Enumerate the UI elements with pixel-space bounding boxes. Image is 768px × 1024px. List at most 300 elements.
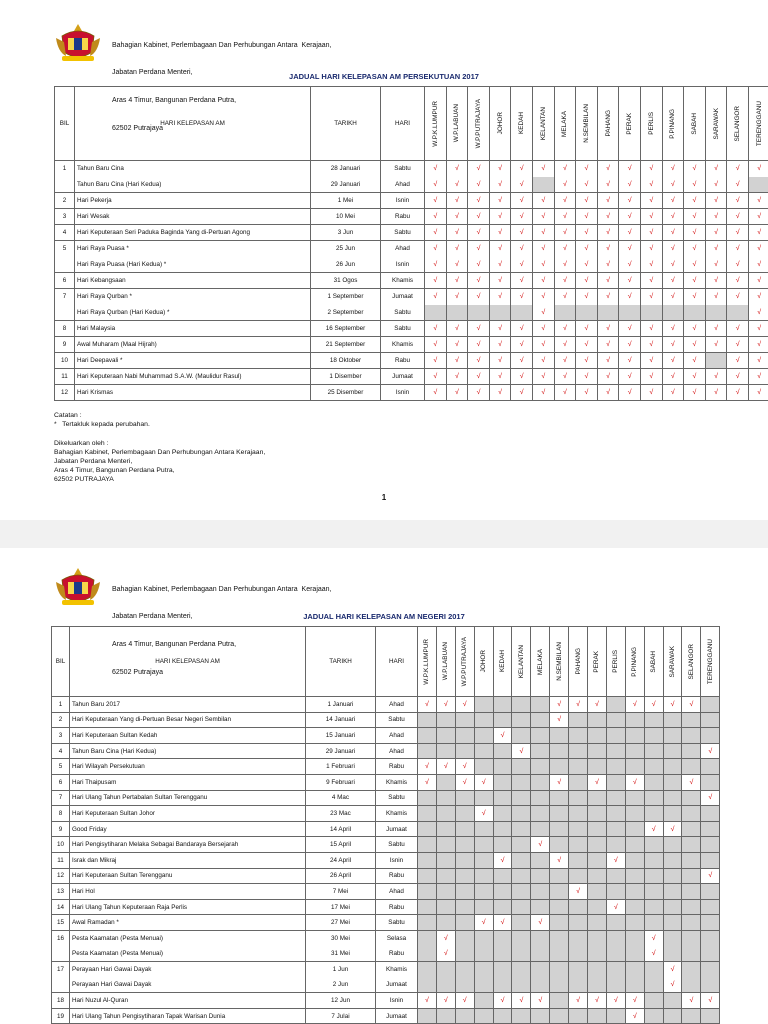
table-row xyxy=(52,899,720,915)
holiday-observed-mark: √ xyxy=(468,161,490,177)
holiday-observed-mark: √ xyxy=(436,759,455,775)
not-observed-cell xyxy=(474,852,493,868)
holiday-observed-mark: √ xyxy=(446,353,468,369)
holiday-observed-mark: √ xyxy=(425,353,447,369)
row-number: 16 xyxy=(52,930,70,946)
row-number: 18 xyxy=(52,993,70,1009)
not-observed-cell xyxy=(474,837,493,853)
holiday-date: 27 Mei xyxy=(306,915,376,931)
holiday-observed-mark: √ xyxy=(468,177,490,193)
not-observed-cell xyxy=(606,930,625,946)
holiday-observed-mark: √ xyxy=(640,353,662,369)
not-observed-cell xyxy=(625,837,644,853)
holiday-observed-mark: √ xyxy=(682,774,701,790)
not-observed-cell xyxy=(588,743,607,759)
not-observed-cell xyxy=(436,915,455,931)
holiday-observed-mark: √ xyxy=(684,209,706,225)
holiday-day: Sabtu xyxy=(381,321,425,337)
holiday-observed-mark: √ xyxy=(550,712,569,728)
col-header-state xyxy=(531,627,550,697)
col-header-date: TARIKH xyxy=(311,87,381,161)
not-observed-cell xyxy=(512,759,531,775)
not-observed-cell xyxy=(436,790,455,806)
holiday-observed-mark: √ xyxy=(489,209,511,225)
not-observed-cell xyxy=(625,884,644,900)
holiday-observed-mark: √ xyxy=(425,177,447,193)
not-observed-cell xyxy=(550,821,569,837)
not-observed-cell xyxy=(550,946,569,962)
holiday-date: 14 April xyxy=(306,821,376,837)
not-observed-cell xyxy=(625,728,644,744)
holiday-name: Awal Muharam (Maal Hijrah) xyxy=(75,337,311,353)
holiday-observed-mark: √ xyxy=(511,385,533,401)
holiday-observed-mark: √ xyxy=(640,177,662,193)
holiday-name: Hari Ulang Tahun Pengisytiharan Tapak Warisan Dunia xyxy=(70,1008,306,1024)
not-observed-cell xyxy=(474,821,493,837)
not-observed-cell xyxy=(493,697,512,713)
col-header-state xyxy=(468,87,490,161)
holiday-observed-mark: √ xyxy=(554,257,576,273)
address-line: 62502 Putrajaya xyxy=(112,669,163,677)
col-header-holiday: HARI KELEPASAN AM xyxy=(70,627,306,697)
col-header-bil: BIL xyxy=(52,627,70,697)
holiday-observed-mark: √ xyxy=(532,193,554,209)
holiday-date: 4 Mac xyxy=(306,790,376,806)
holiday-observed-mark: √ xyxy=(554,385,576,401)
not-observed-cell xyxy=(701,806,720,822)
holiday-day: Ahad xyxy=(381,177,425,193)
holiday-observed-mark: √ xyxy=(532,353,554,369)
holiday-name: Hari Keputeraan Nabi Muhammad S.A.W. (Maulidur Rasul) xyxy=(75,369,311,385)
not-observed-cell xyxy=(569,837,588,853)
table-row xyxy=(55,257,768,273)
col-header-state xyxy=(640,87,662,161)
not-observed-cell xyxy=(531,884,550,900)
not-observed-cell xyxy=(511,305,533,321)
holiday-observed-mark: √ xyxy=(662,177,684,193)
holiday-observed-mark: √ xyxy=(576,257,598,273)
col-header-state xyxy=(748,87,768,161)
holiday-observed-mark: √ xyxy=(662,321,684,337)
holiday-observed-mark: √ xyxy=(446,273,468,289)
holiday-observed-mark: √ xyxy=(597,385,619,401)
row-number: 11 xyxy=(52,852,70,868)
not-observed-cell xyxy=(625,712,644,728)
holiday-observed-mark: √ xyxy=(532,321,554,337)
not-observed-cell xyxy=(418,977,437,993)
state-label: PAHANG xyxy=(574,648,582,675)
holiday-date: 23 Mac xyxy=(306,806,376,822)
not-observed-cell xyxy=(663,774,682,790)
row-number: 12 xyxy=(52,868,70,884)
holiday-name: Israk dan Mikraj xyxy=(70,852,306,868)
holiday-day: Isnin xyxy=(376,852,418,868)
col-header-state xyxy=(705,87,727,161)
not-observed-cell xyxy=(418,1008,437,1024)
not-observed-cell xyxy=(701,1008,720,1024)
holiday-name: Hari Ulang Tahun Keputeraan Raja Perlis xyxy=(70,899,306,915)
holiday-observed-mark: √ xyxy=(662,337,684,353)
not-observed-cell xyxy=(576,305,598,321)
holiday-date: 29 Januari xyxy=(311,177,381,193)
not-observed-cell xyxy=(663,712,682,728)
holiday-observed-mark: √ xyxy=(597,161,619,177)
not-observed-cell xyxy=(588,946,607,962)
holiday-observed-mark: √ xyxy=(468,257,490,273)
holiday-name: Hari Pengisytiharan Melaka Sebagai Bandaraya Bersejarah xyxy=(70,837,306,853)
holiday-observed-mark: √ xyxy=(619,321,641,337)
holiday-day: Rabu xyxy=(376,759,418,775)
holiday-observed-mark: √ xyxy=(446,177,468,193)
holiday-observed-mark: √ xyxy=(446,225,468,241)
not-observed-cell xyxy=(493,743,512,759)
not-observed-cell xyxy=(493,1008,512,1024)
holiday-observed-mark: √ xyxy=(684,353,706,369)
not-observed-cell xyxy=(606,821,625,837)
table-row xyxy=(55,337,768,353)
not-observed-cell xyxy=(493,837,512,853)
row-number: 14 xyxy=(52,899,70,915)
holiday-observed-mark: √ xyxy=(705,193,727,209)
not-observed-cell xyxy=(550,837,569,853)
not-observed-cell xyxy=(625,852,644,868)
col-header-state xyxy=(474,627,493,697)
state-label: W.P.LABUAN xyxy=(453,104,461,143)
not-observed-cell xyxy=(554,305,576,321)
holiday-observed-mark: √ xyxy=(684,161,706,177)
holiday-observed-mark: √ xyxy=(468,369,490,385)
table-row xyxy=(55,225,768,241)
holiday-observed-mark: √ xyxy=(554,177,576,193)
holiday-observed-mark: √ xyxy=(597,273,619,289)
holiday-observed-mark: √ xyxy=(625,1008,644,1024)
not-observed-cell xyxy=(418,962,437,978)
holiday-observed-mark: √ xyxy=(425,257,447,273)
holiday-observed-mark: √ xyxy=(550,852,569,868)
state-label: P.PINANG xyxy=(631,646,639,677)
holiday-observed-mark: √ xyxy=(619,337,641,353)
not-observed-cell xyxy=(625,946,644,962)
not-observed-cell xyxy=(682,821,701,837)
not-observed-cell xyxy=(455,915,474,931)
col-header-bil: BIL xyxy=(55,87,75,161)
table-row xyxy=(52,821,720,837)
holiday-name: Tahun Baru Cina (Hari Kedua) xyxy=(75,177,311,193)
holiday-day: Rabu xyxy=(381,209,425,225)
state-label: PERAK xyxy=(593,650,601,673)
holiday-observed-mark: √ xyxy=(748,369,768,385)
holiday-observed-mark: √ xyxy=(489,321,511,337)
address-line: Bahagian Kabinet, Perlembagaan Dan Perhubungan Antara Kerajaan, xyxy=(112,41,332,49)
not-observed-cell xyxy=(493,806,512,822)
not-observed-cell xyxy=(663,915,682,931)
not-observed-cell xyxy=(418,884,437,900)
holiday-observed-mark: √ xyxy=(663,962,682,978)
address-line: Aras 4 Timur, Bangunan Perdana Putra, xyxy=(112,97,237,105)
col-header-date: TARIKH xyxy=(306,627,376,697)
holiday-observed-mark: √ xyxy=(748,193,768,209)
holiday-observed-mark: √ xyxy=(663,977,682,993)
holiday-day: Isnin xyxy=(376,993,418,1009)
not-observed-cell xyxy=(644,1008,663,1024)
holiday-date: 29 Januari xyxy=(306,743,376,759)
not-observed-cell xyxy=(455,977,474,993)
address-line: Bahagian Kabinet, Perlembagaan Dan Perhubungan Antara Kerajaan, xyxy=(112,585,332,593)
holiday-observed-mark: √ xyxy=(619,385,641,401)
holiday-observed-mark: √ xyxy=(511,273,533,289)
not-observed-cell xyxy=(588,962,607,978)
state-label: SABAH xyxy=(650,650,658,673)
not-observed-cell xyxy=(663,946,682,962)
not-observed-cell xyxy=(531,977,550,993)
not-observed-cell xyxy=(474,759,493,775)
not-observed-cell xyxy=(446,305,468,321)
holiday-observed-mark: √ xyxy=(489,161,511,177)
not-observed-cell xyxy=(588,759,607,775)
not-observed-cell xyxy=(455,852,474,868)
not-observed-cell xyxy=(493,712,512,728)
not-observed-cell xyxy=(682,899,701,915)
not-observed-cell xyxy=(682,1008,701,1024)
holiday-observed-mark: √ xyxy=(727,225,749,241)
not-observed-cell xyxy=(606,759,625,775)
holiday-name: Hari Keputeraan Seri Paduka Baginda Yang di-Pertuan Agong xyxy=(75,225,311,241)
holiday-name: Hari Keputeraan Sultan Kedah xyxy=(70,728,306,744)
holiday-observed-mark: √ xyxy=(425,337,447,353)
holiday-observed-mark: √ xyxy=(493,728,512,744)
not-observed-cell xyxy=(550,915,569,931)
not-observed-cell xyxy=(640,305,662,321)
holiday-observed-mark: √ xyxy=(468,241,490,257)
state-label: KEDAH xyxy=(518,112,526,135)
not-observed-cell xyxy=(588,821,607,837)
holiday-observed-mark: √ xyxy=(684,257,706,273)
holiday-observed-mark: √ xyxy=(425,369,447,385)
not-observed-cell xyxy=(625,821,644,837)
holiday-observed-mark: √ xyxy=(511,161,533,177)
holiday-observed-mark: √ xyxy=(684,337,706,353)
not-observed-cell xyxy=(455,899,474,915)
not-observed-cell xyxy=(588,977,607,993)
holiday-observed-mark: √ xyxy=(727,385,749,401)
not-observed-cell xyxy=(532,177,554,193)
state-label: TERENGGANU xyxy=(706,638,714,685)
holiday-name: Hari Raya Qurban (Hari Kedua) * xyxy=(75,305,311,321)
table-row xyxy=(55,369,768,385)
not-observed-cell xyxy=(425,305,447,321)
not-observed-cell xyxy=(705,353,727,369)
not-observed-cell xyxy=(663,1008,682,1024)
holiday-observed-mark: √ xyxy=(619,273,641,289)
not-observed-cell xyxy=(682,837,701,853)
not-observed-cell xyxy=(550,993,569,1009)
holiday-observed-mark: √ xyxy=(446,337,468,353)
not-observed-cell xyxy=(474,728,493,744)
not-observed-cell xyxy=(436,837,455,853)
not-observed-cell xyxy=(512,946,531,962)
row-number xyxy=(55,257,75,273)
not-observed-cell xyxy=(418,899,437,915)
not-observed-cell xyxy=(550,806,569,822)
holiday-date: 1 Jun xyxy=(306,962,376,978)
col-header-state xyxy=(619,87,641,161)
holiday-observed-mark: √ xyxy=(425,241,447,257)
not-observed-cell xyxy=(588,806,607,822)
holiday-name: Tahun Baru 2017 xyxy=(70,697,306,713)
holiday-day: Ahad xyxy=(376,884,418,900)
holiday-observed-mark: √ xyxy=(597,177,619,193)
not-observed-cell xyxy=(531,946,550,962)
holiday-observed-mark: √ xyxy=(619,225,641,241)
holiday-observed-mark: √ xyxy=(455,774,474,790)
holiday-observed-mark: √ xyxy=(576,209,598,225)
not-observed-cell xyxy=(550,743,569,759)
holiday-observed-mark: √ xyxy=(625,993,644,1009)
holiday-observed-mark: √ xyxy=(727,337,749,353)
not-observed-cell xyxy=(474,1008,493,1024)
not-observed-cell xyxy=(701,821,720,837)
holiday-observed-mark: √ xyxy=(550,697,569,713)
holiday-date: 25 Jun xyxy=(311,241,381,257)
holiday-day: Isnin xyxy=(381,257,425,273)
holiday-observed-mark: √ xyxy=(682,993,701,1009)
holiday-observed-mark: √ xyxy=(474,806,493,822)
not-observed-cell xyxy=(531,806,550,822)
not-observed-cell xyxy=(512,790,531,806)
holiday-observed-mark: √ xyxy=(748,289,768,305)
row-number: 2 xyxy=(52,712,70,728)
col-header-state xyxy=(489,87,511,161)
not-observed-cell xyxy=(512,868,531,884)
not-observed-cell xyxy=(682,868,701,884)
holiday-date: 21 September xyxy=(311,337,381,353)
row-number: 19 xyxy=(52,1008,70,1024)
table-row xyxy=(55,209,768,225)
row-number: 4 xyxy=(52,743,70,759)
holiday-observed-mark: √ xyxy=(597,257,619,273)
table-row xyxy=(52,806,720,822)
state-label: KELANTAN xyxy=(539,106,547,141)
holiday-observed-mark: √ xyxy=(705,273,727,289)
not-observed-cell xyxy=(569,1008,588,1024)
holiday-observed-mark: √ xyxy=(644,946,663,962)
holiday-observed-mark: √ xyxy=(705,177,727,193)
not-observed-cell xyxy=(512,962,531,978)
holiday-observed-mark: √ xyxy=(662,273,684,289)
state-label: W.P.PUTRAJAYA xyxy=(461,636,469,687)
not-observed-cell xyxy=(493,899,512,915)
holiday-name: Perayaan Hari Gawai Dayak xyxy=(70,977,306,993)
row-number: 2 xyxy=(55,193,75,209)
holiday-name: Hari Hol xyxy=(70,884,306,900)
holiday-observed-mark: √ xyxy=(569,697,588,713)
holiday-observed-mark: √ xyxy=(705,209,727,225)
not-observed-cell xyxy=(682,790,701,806)
holiday-observed-mark: √ xyxy=(705,289,727,305)
holiday-observed-mark: √ xyxy=(705,225,727,241)
holiday-observed-mark: √ xyxy=(446,385,468,401)
row-number xyxy=(52,946,70,962)
not-observed-cell xyxy=(418,728,437,744)
holiday-observed-mark: √ xyxy=(446,321,468,337)
state-label: KEDAH xyxy=(499,650,506,673)
row-number xyxy=(52,977,70,993)
holiday-observed-mark: √ xyxy=(468,385,490,401)
not-observed-cell xyxy=(512,728,531,744)
row-number: 6 xyxy=(52,774,70,790)
not-observed-cell xyxy=(569,712,588,728)
not-observed-cell xyxy=(625,743,644,759)
not-observed-cell xyxy=(512,697,531,713)
holiday-date: 16 September xyxy=(311,321,381,337)
state-label: SELANGOR xyxy=(734,105,742,142)
not-observed-cell xyxy=(418,852,437,868)
row-number: 8 xyxy=(52,806,70,822)
holiday-date: 26 Jun xyxy=(311,257,381,273)
holiday-observed-mark: √ xyxy=(662,209,684,225)
not-observed-cell xyxy=(644,712,663,728)
not-observed-cell xyxy=(474,743,493,759)
holiday-observed-mark: √ xyxy=(532,273,554,289)
not-observed-cell xyxy=(455,1008,474,1024)
holiday-observed-mark: √ xyxy=(597,241,619,257)
not-observed-cell xyxy=(418,790,437,806)
holiday-observed-mark: √ xyxy=(554,193,576,209)
not-observed-cell xyxy=(606,1008,625,1024)
not-observed-cell xyxy=(682,946,701,962)
holiday-observed-mark: √ xyxy=(554,321,576,337)
holiday-observed-mark: √ xyxy=(619,289,641,305)
not-observed-cell xyxy=(682,728,701,744)
col-header-state xyxy=(662,87,684,161)
holiday-observed-mark: √ xyxy=(701,993,720,1009)
holiday-observed-mark: √ xyxy=(446,257,468,273)
table-row xyxy=(55,353,768,369)
state-label: SELANGOR xyxy=(687,643,695,680)
not-observed-cell xyxy=(550,899,569,915)
not-observed-cell xyxy=(682,962,701,978)
holiday-day: Sabtu xyxy=(381,225,425,241)
not-observed-cell xyxy=(684,305,706,321)
holiday-table-federal xyxy=(54,86,768,401)
row-number: 5 xyxy=(55,241,75,257)
not-observed-cell xyxy=(705,305,727,321)
not-observed-cell xyxy=(455,930,474,946)
not-observed-cell xyxy=(474,884,493,900)
col-header-state xyxy=(727,87,749,161)
holiday-observed-mark: √ xyxy=(640,161,662,177)
holiday-observed-mark: √ xyxy=(619,161,641,177)
not-observed-cell xyxy=(606,884,625,900)
holiday-observed-mark: √ xyxy=(727,257,749,273)
not-observed-cell xyxy=(644,884,663,900)
table-row xyxy=(55,161,768,177)
holiday-observed-mark: √ xyxy=(532,209,554,225)
col-header-state xyxy=(576,87,598,161)
not-observed-cell xyxy=(597,305,619,321)
not-observed-cell xyxy=(512,915,531,931)
table-row xyxy=(55,241,768,257)
holiday-observed-mark: √ xyxy=(597,321,619,337)
holiday-observed-mark: √ xyxy=(474,774,493,790)
holiday-table-state xyxy=(51,626,720,1024)
table-title: JADUAL HARI KELEPASAN AM NEGERI 2017 xyxy=(303,612,465,621)
not-observed-cell xyxy=(644,759,663,775)
not-observed-cell xyxy=(455,946,474,962)
holiday-observed-mark: √ xyxy=(532,385,554,401)
col-header-state xyxy=(512,627,531,697)
not-observed-cell xyxy=(455,790,474,806)
